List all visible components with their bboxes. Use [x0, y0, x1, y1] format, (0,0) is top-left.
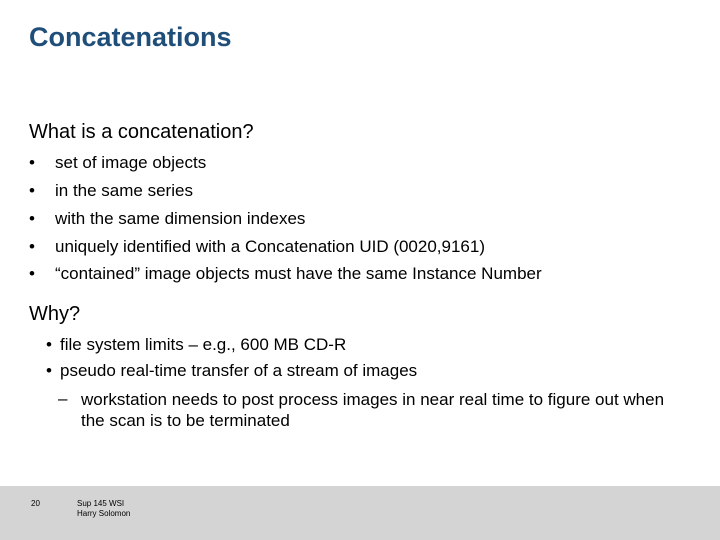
bullet-icon: •	[29, 264, 35, 283]
slide-title: Concatenations	[29, 22, 232, 52]
list-item-text: set of image objects	[55, 153, 207, 172]
list-item-text: uniquely identified with a Concatenation UID (0020,9161)	[55, 237, 485, 256]
bullet-icon: •	[29, 237, 35, 256]
list-item-text: pseudo real-time transfer of a stream of images	[60, 361, 418, 380]
footer-author-line: Harry Solomon	[77, 509, 131, 518]
bullet-icon: •	[46, 335, 52, 354]
bullet-icon: •	[29, 181, 35, 200]
bullet-icon: •	[29, 209, 35, 228]
sub-list-item-text: workstation needs to post process images in near real time to figure out when the scan is to be terminated	[81, 390, 665, 430]
bullet-icon: •	[46, 361, 52, 380]
bullet-icon: •	[29, 153, 35, 172]
footer-bar	[0, 486, 720, 540]
list-item-text: file system limits – e.g., 600 MB CD-R	[60, 335, 347, 354]
page-number: 20	[31, 499, 40, 508]
dash-icon: –	[58, 389, 68, 408]
section-heading-what: What is a concatenation?	[29, 121, 254, 143]
list-item-text: in the same series	[55, 181, 193, 200]
list-item-text: with the same dimension indexes	[55, 209, 306, 228]
list-item	[46, 361, 417, 381]
list-item	[46, 335, 346, 355]
footer-doc-info	[77, 499, 130, 519]
list-item-text: “contained” image objects must have the same Instance Number	[55, 264, 542, 283]
section-heading-why: Why?	[29, 303, 81, 325]
footer-doc-line: Sup 145 WSI	[77, 499, 125, 508]
